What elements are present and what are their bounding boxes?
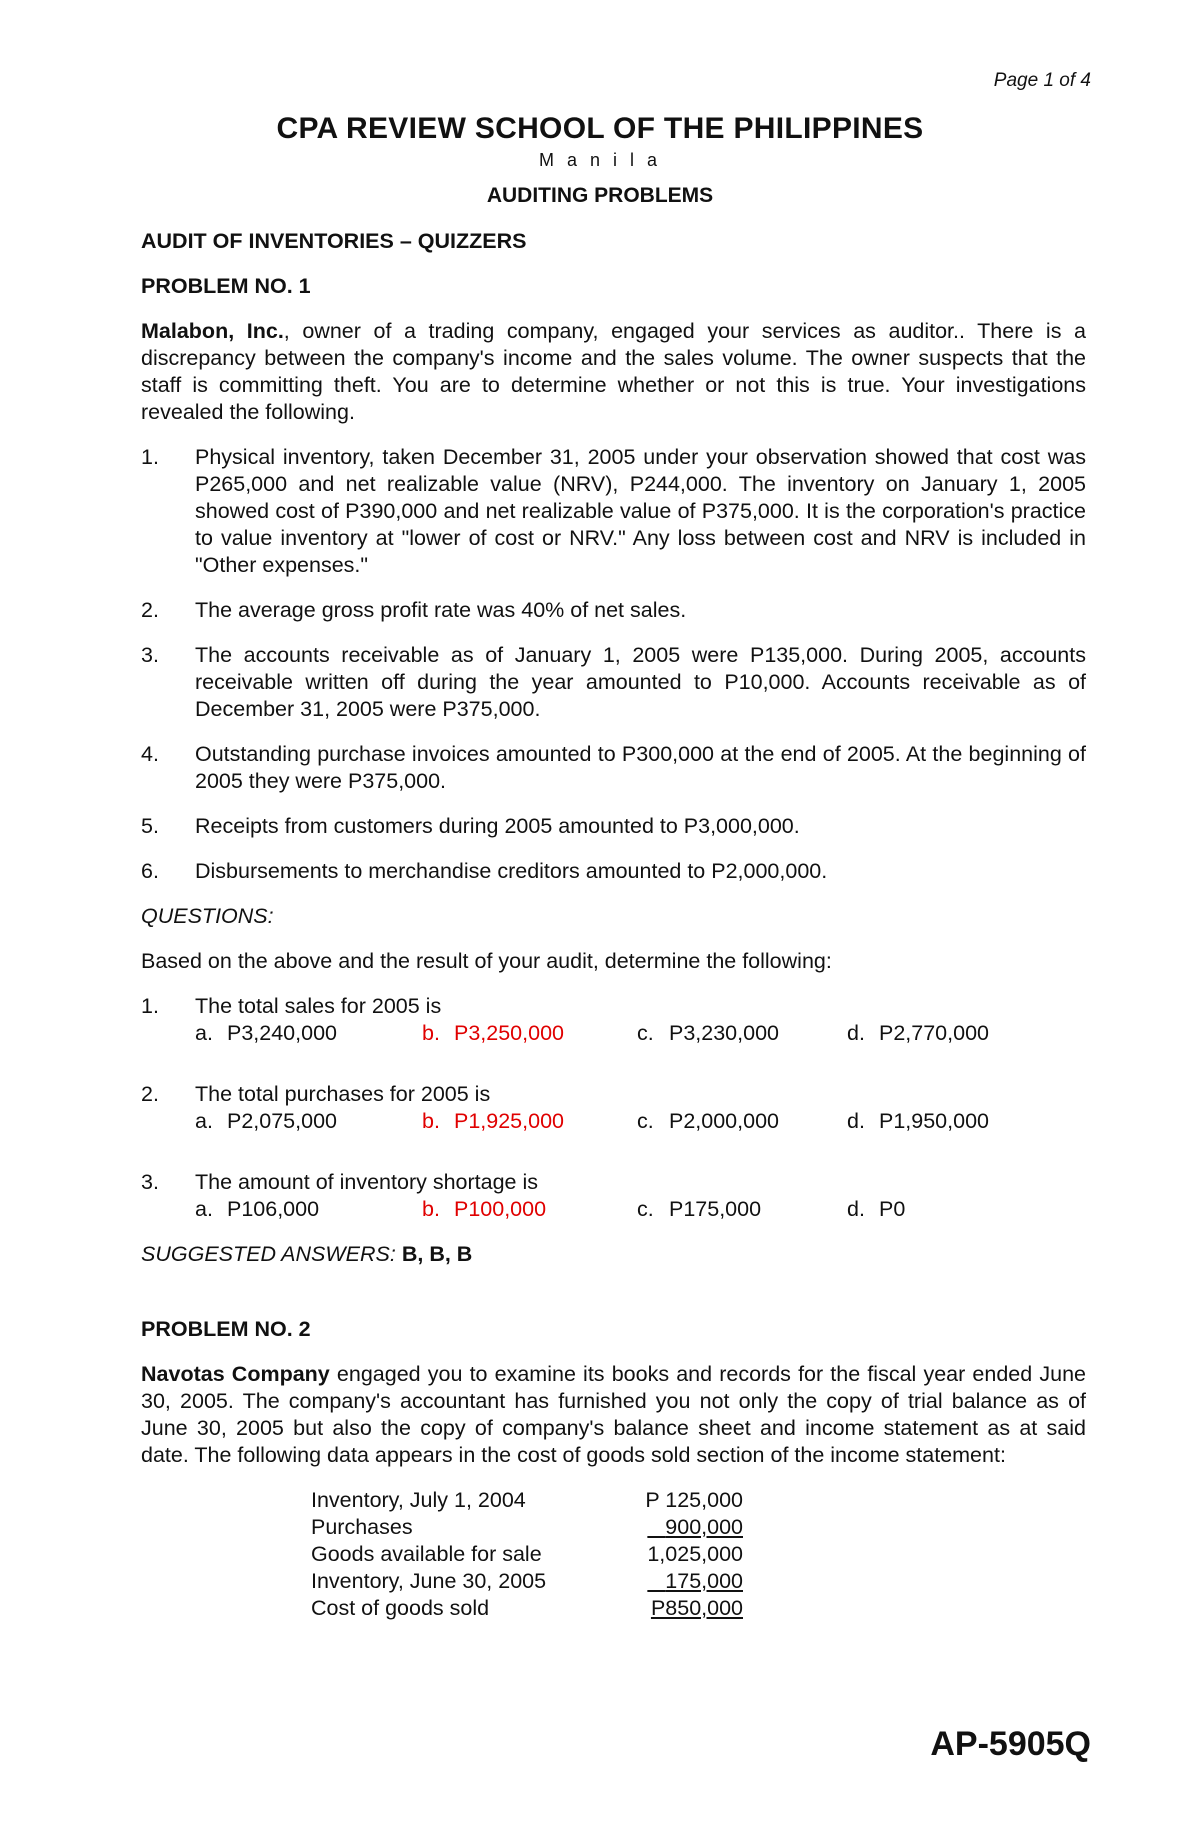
- page-number: Page 1 of 4: [993, 70, 1091, 91]
- cogs-row: Goods available for sale 1,025,000: [311, 1542, 743, 1566]
- question-text: The amount of inventory shortage is: [195, 1170, 538, 1194]
- fact-number: 2.: [141, 598, 159, 622]
- question-3: [141, 1169, 1086, 1223]
- subject-heading: AUDITING PROBLEMS: [486, 184, 714, 207]
- fact-number: 5.: [141, 814, 159, 838]
- choice-a: a. P3,240,000: [195, 1021, 337, 1045]
- answers-label: SUGGESTED ANSWERS:: [141, 1242, 396, 1266]
- problem-1-heading: PROBLEM NO. 1: [141, 274, 311, 298]
- problem-2-intro: [141, 1361, 1086, 1469]
- city-subtitle: M a n i l a: [538, 150, 662, 170]
- fact-text: Outstanding purchase invoices amounted to P300,000 at the end of 2005. At the beginning of 2005 they were P375,000.: [195, 742, 1086, 793]
- fact-item: [141, 642, 1086, 723]
- choice-b-correct: b. P100,000: [422, 1197, 547, 1221]
- intro-text: engaged you to examine its books and records for the fiscal year ended June 30, 2005. The company's accountant has furnished you not only the copy of trial balance as of June 30, 2005 but also the copy of company's balance sheet and income statement as at said date. The following data appears in the cost of goods sold section of the income statement:: [141, 1362, 1086, 1467]
- problem-1-intro: [141, 318, 1086, 426]
- choice-a: a. P106,000: [195, 1197, 320, 1221]
- fact-text: Receipts from customers during 2005 amounted to P3,000,000.: [195, 814, 800, 838]
- fact-text: Disbursements to merchandise creditors amounted to P2,000,000.: [195, 859, 828, 883]
- choice-d: d. P2,770,000: [847, 1021, 989, 1045]
- question-text: The total purchases for 2005 is: [195, 1082, 491, 1106]
- document-body: [141, 228, 1086, 1622]
- fact-number: 1.: [141, 445, 159, 469]
- company-name: Malabon, Inc.: [141, 319, 284, 343]
- cogs-row: Inventory, July 1, 2004 P 125,000: [311, 1488, 743, 1512]
- choice-row: [195, 1196, 1086, 1223]
- choice-c: c. P3,230,000: [637, 1021, 779, 1045]
- problem-2-heading: PROBLEM NO. 2: [141, 1317, 311, 1341]
- question-1: [141, 993, 1086, 1047]
- fact-item: [141, 741, 1086, 795]
- choice-row: [195, 1020, 1086, 1047]
- cogs-row: Inventory, June 30, 2005 175,000: [311, 1569, 743, 1593]
- choice-c: c. P2,000,000: [637, 1109, 779, 1133]
- question-number: 2.: [141, 1082, 159, 1106]
- fact-number: 3.: [141, 643, 159, 667]
- choice-b-correct: b. P3,250,000: [422, 1021, 564, 1045]
- choice-d: d. P1,950,000: [847, 1109, 989, 1133]
- choice-a: a. P2,075,000: [195, 1109, 337, 1133]
- fact-item: [141, 444, 1086, 579]
- cogs-row: Cost of goods sold P850,000: [311, 1596, 743, 1620]
- question-text: The total sales for 2005 is: [195, 994, 442, 1018]
- question-number: 3.: [141, 1170, 159, 1194]
- choice-row: [195, 1108, 1086, 1135]
- choice-c: c. P175,000: [637, 1197, 762, 1221]
- choice-b-correct: b. P1,925,000: [422, 1109, 564, 1133]
- intro-text: , owner of a trading company, engaged your services as auditor.. There is a discrepancy between the company's income and the sales volume. The owner suspects that the staff is committing theft. You are to determine whether or not this is true. Your investigations revealed the following.: [141, 319, 1086, 424]
- questions-label: QUESTIONS:: [141, 904, 274, 928]
- fact-item: [141, 813, 1086, 840]
- question-number: 1.: [141, 994, 159, 1018]
- answers-value: B, B, B: [401, 1242, 473, 1266]
- document-code: AP-5905Q: [930, 1725, 1091, 1763]
- questions-instruction: Based on the above and the result of your audit, determine the following:: [141, 949, 832, 973]
- topic-heading: AUDIT OF INVENTORIES – QUIZZERS: [141, 229, 527, 253]
- fact-number: 4.: [141, 742, 159, 766]
- cogs-schedule: [311, 1487, 1086, 1622]
- fact-item: [141, 597, 1086, 624]
- fact-text: Physical inventory, taken December 31, 2005 under your observation showed that cost was P265,000 and net realizable value (NRV), P244,000. The inventory on January 1, 2005 showed cost of P390,000 and net realizable value of P375,000. It is the corporation's practice to value inventory at "lower of cost or NRV." Any loss between cost and NRV is included in "Other expenses.": [195, 445, 1086, 577]
- school-title: CPA REVIEW SCHOOL OF THE PHILIPPINES: [276, 112, 924, 145]
- suggested-answers: [141, 1241, 1086, 1268]
- fact-number: 6.: [141, 859, 159, 883]
- company-name: Navotas Company: [141, 1362, 330, 1386]
- choice-d: d. P0: [847, 1197, 906, 1221]
- cogs-row: Purchases 900,000: [311, 1515, 743, 1539]
- question-2: [141, 1081, 1086, 1135]
- fact-text: The average gross profit rate was 40% of net sales.: [195, 598, 687, 622]
- fact-item: [141, 858, 1086, 885]
- fact-text: The accounts receivable as of January 1, 2005 were P135,000. During 2005, accounts receivable written off during the year amounted to P10,000. Accounts receivable as of December 31, 2005 were P375,000.: [195, 643, 1086, 721]
